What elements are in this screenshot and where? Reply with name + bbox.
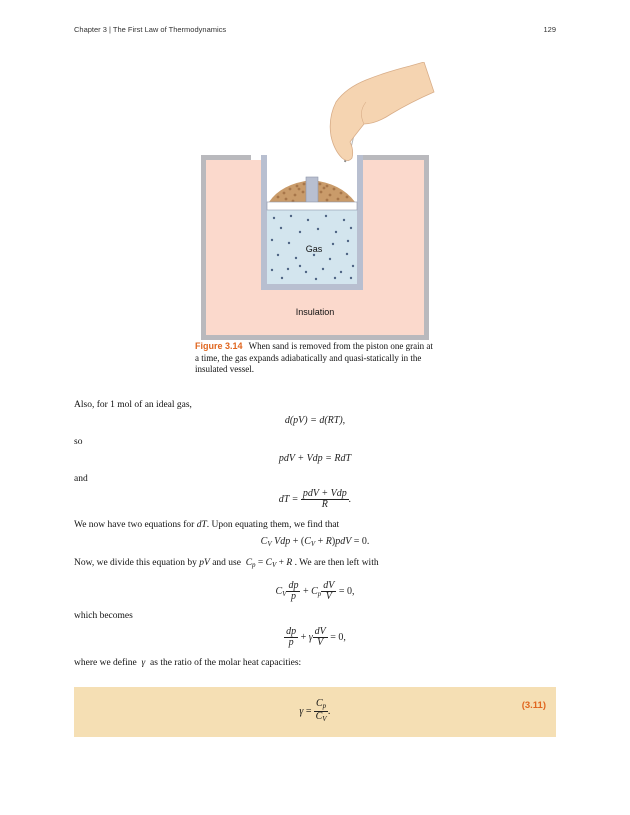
figure-label: Figure 3.14 [195,341,243,351]
equation-number: (3.11) [521,700,546,711]
key-equation-box [74,687,556,737]
equation: $C_V$ Vdp + $(C_V + R)pdV = 0$. [260,536,370,548]
paragraph: so [74,437,83,447]
equation: $C_V$ $\frac{dp}{p}$ + $C_p$ $\frac{dV}{V}$ = 0, [275,580,355,602]
equation-dt: dT = $\frac{\text{pdV + Vdp}}{R}$ . [278,488,352,510]
piston-figure [196,62,436,342]
paragraph: which becomes [74,611,133,621]
paragraph: Now, we divide this equation by pV and use $C_p = C_V + R$ . We are then left with [74,558,379,569]
insulation-label: Insulation [295,307,335,317]
piston-rod [306,177,318,203]
paragraph: where we define γ as the ratio of the molar heat capacities: [74,658,302,668]
hand [330,62,434,161]
equation: d(pV) = d(RT), [284,415,346,426]
gas-label: Gas [305,244,323,254]
running-header: Chapter 3 | The First Law of Thermodynamics [74,25,227,34]
piston-plate [267,202,357,210]
gamma-equation: γ = $\frac{C_p}{C_V}$ . [299,698,331,723]
figure-caption [195,341,435,376]
paragraph: Also, for 1 mol of an ideal gas, [74,400,192,410]
paragraph: We now have two equations for dT. Upon equating them, we find that [74,520,340,530]
page-number: 129 [543,25,556,34]
equation: $\frac{dp}{p}$ + γ $\frac{dV}{V}$ = 0, [286,626,346,648]
equation: pdV + Vdp = RdT [278,453,352,464]
paragraph: and [74,474,88,484]
caption-text: When sand is removed from the piston one grain at a time, the gas expands adiabatically and quasi-statically in the insulated vessel. [195,341,433,374]
